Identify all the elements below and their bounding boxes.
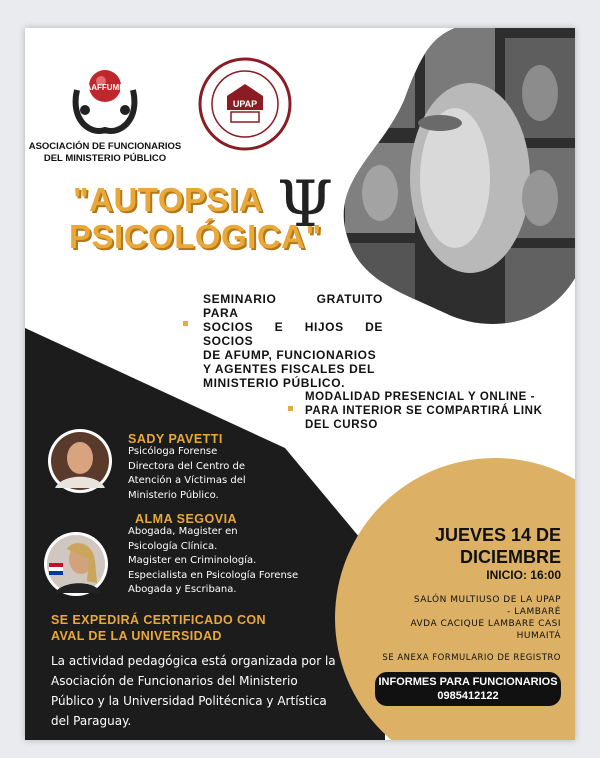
speaker-name-alma: ALMA SEGOVIA (135, 512, 238, 526)
speaker-desc-alma (128, 525, 298, 598)
certificate-line2: AVAL DE LA UNIVERSIDAD (51, 629, 222, 643)
modality-line: MODALIDAD PRESENCIAL Y ONLINE - (305, 391, 536, 403)
title-line1: "AUTOPSIA (73, 181, 264, 218)
speaker-desc-line: Ministerio Público. (128, 489, 219, 501)
speaker-desc-line: Abogada y Escribana. (128, 584, 237, 595)
speaker-photo-sady (47, 428, 113, 494)
speaker-desc-line: Abogada, Magister en (128, 526, 238, 537)
organized-line: La actividad pedagógica está organizada por la (51, 654, 336, 668)
speaker-desc-sady (128, 445, 246, 503)
org-name (25, 141, 185, 165)
aaffump-logo (55, 50, 155, 140)
speaker-desc-line: Magister en Criminología. (128, 555, 257, 566)
upap-seal-text: UPAP (232, 99, 258, 109)
seminar-line: MINISTERIO PÚBLICO. (203, 376, 346, 390)
upap-seal (197, 56, 293, 152)
org-name-line2: DEL MINISTERIO PÚBLICO (43, 153, 167, 164)
modality-line: DEL CURSO (305, 419, 378, 431)
event-start: INICIO: 16:00 (486, 568, 561, 582)
event-venue (375, 594, 561, 642)
certificate-line1: SE EXPEDIRÁ CERTIFICADO CON (51, 613, 266, 627)
organized-line: Público y la Universidad Politécnica y Artística (51, 694, 327, 708)
modality-bullet (288, 406, 293, 411)
speaker-desc-line: Atención a Víctimas del (128, 475, 246, 486)
speaker-desc-line: Especialista en Psicología Forense (128, 569, 299, 581)
event-date-line2: DICIEMBRE (459, 547, 561, 567)
speaker-desc-line: Psicología Clínica. (128, 540, 218, 552)
psi-symbol: Ψ (277, 168, 334, 242)
seminar-text (203, 292, 383, 390)
aaffump-seal-text: AAFFUMP (85, 83, 125, 92)
speaker-desc-line: Directora del Centro de (128, 460, 246, 472)
organized-line: Asociación de Funcionarios del Ministerio (51, 674, 298, 688)
seminar-line: Y AGENTES FISCALES DEL (203, 362, 375, 376)
info-phone: 0985412122 (437, 690, 499, 702)
modality-text (305, 390, 567, 432)
certificate-text (51, 612, 266, 644)
event-date (385, 524, 561, 568)
speaker-photo-alma (43, 531, 109, 597)
modality-line: PARA INTERIOR SE COMPARTIRÁ LINK (305, 405, 543, 417)
seminar-bullet (183, 321, 188, 326)
venue-line: - LAMBARÉ (506, 607, 561, 617)
seminar-line: SEMINARIO GRATUITO PARA (203, 292, 383, 320)
organized-text (51, 651, 381, 731)
info-pill (375, 672, 561, 706)
organized-line: del Paraguay. (51, 714, 132, 728)
speaker-name-sady: SADY PAVETTI (128, 432, 223, 446)
event-date-line1: JUEVES 14 DE (434, 525, 561, 545)
venue-line: HUMAITÁ (516, 631, 561, 641)
info-label: INFORMES PARA FUNCIONARIOS (378, 676, 558, 688)
seminar-line: DE AFUMP, FUNCIONARIOS (203, 348, 377, 362)
org-name-line1: ASOCIACIÓN DE FUNCIONARIOS (28, 141, 182, 152)
title-line2: PSICOLÓGICA" (69, 218, 322, 255)
seminar-line: SOCIOS E HIJOS DE SOCIOS (203, 320, 383, 348)
venue-line: SALÓN MULTIUSO DE LA UPAP (413, 595, 561, 605)
speaker-desc-line: Psicóloga Forense (128, 446, 218, 457)
venue-line: AVDA CACIQUE LAMBARE CASI (410, 619, 561, 629)
registration-note: SE ANEXA FORMULARIO DE REGISTRO (382, 653, 561, 663)
faces-collage (325, 28, 575, 328)
poster (25, 28, 575, 740)
